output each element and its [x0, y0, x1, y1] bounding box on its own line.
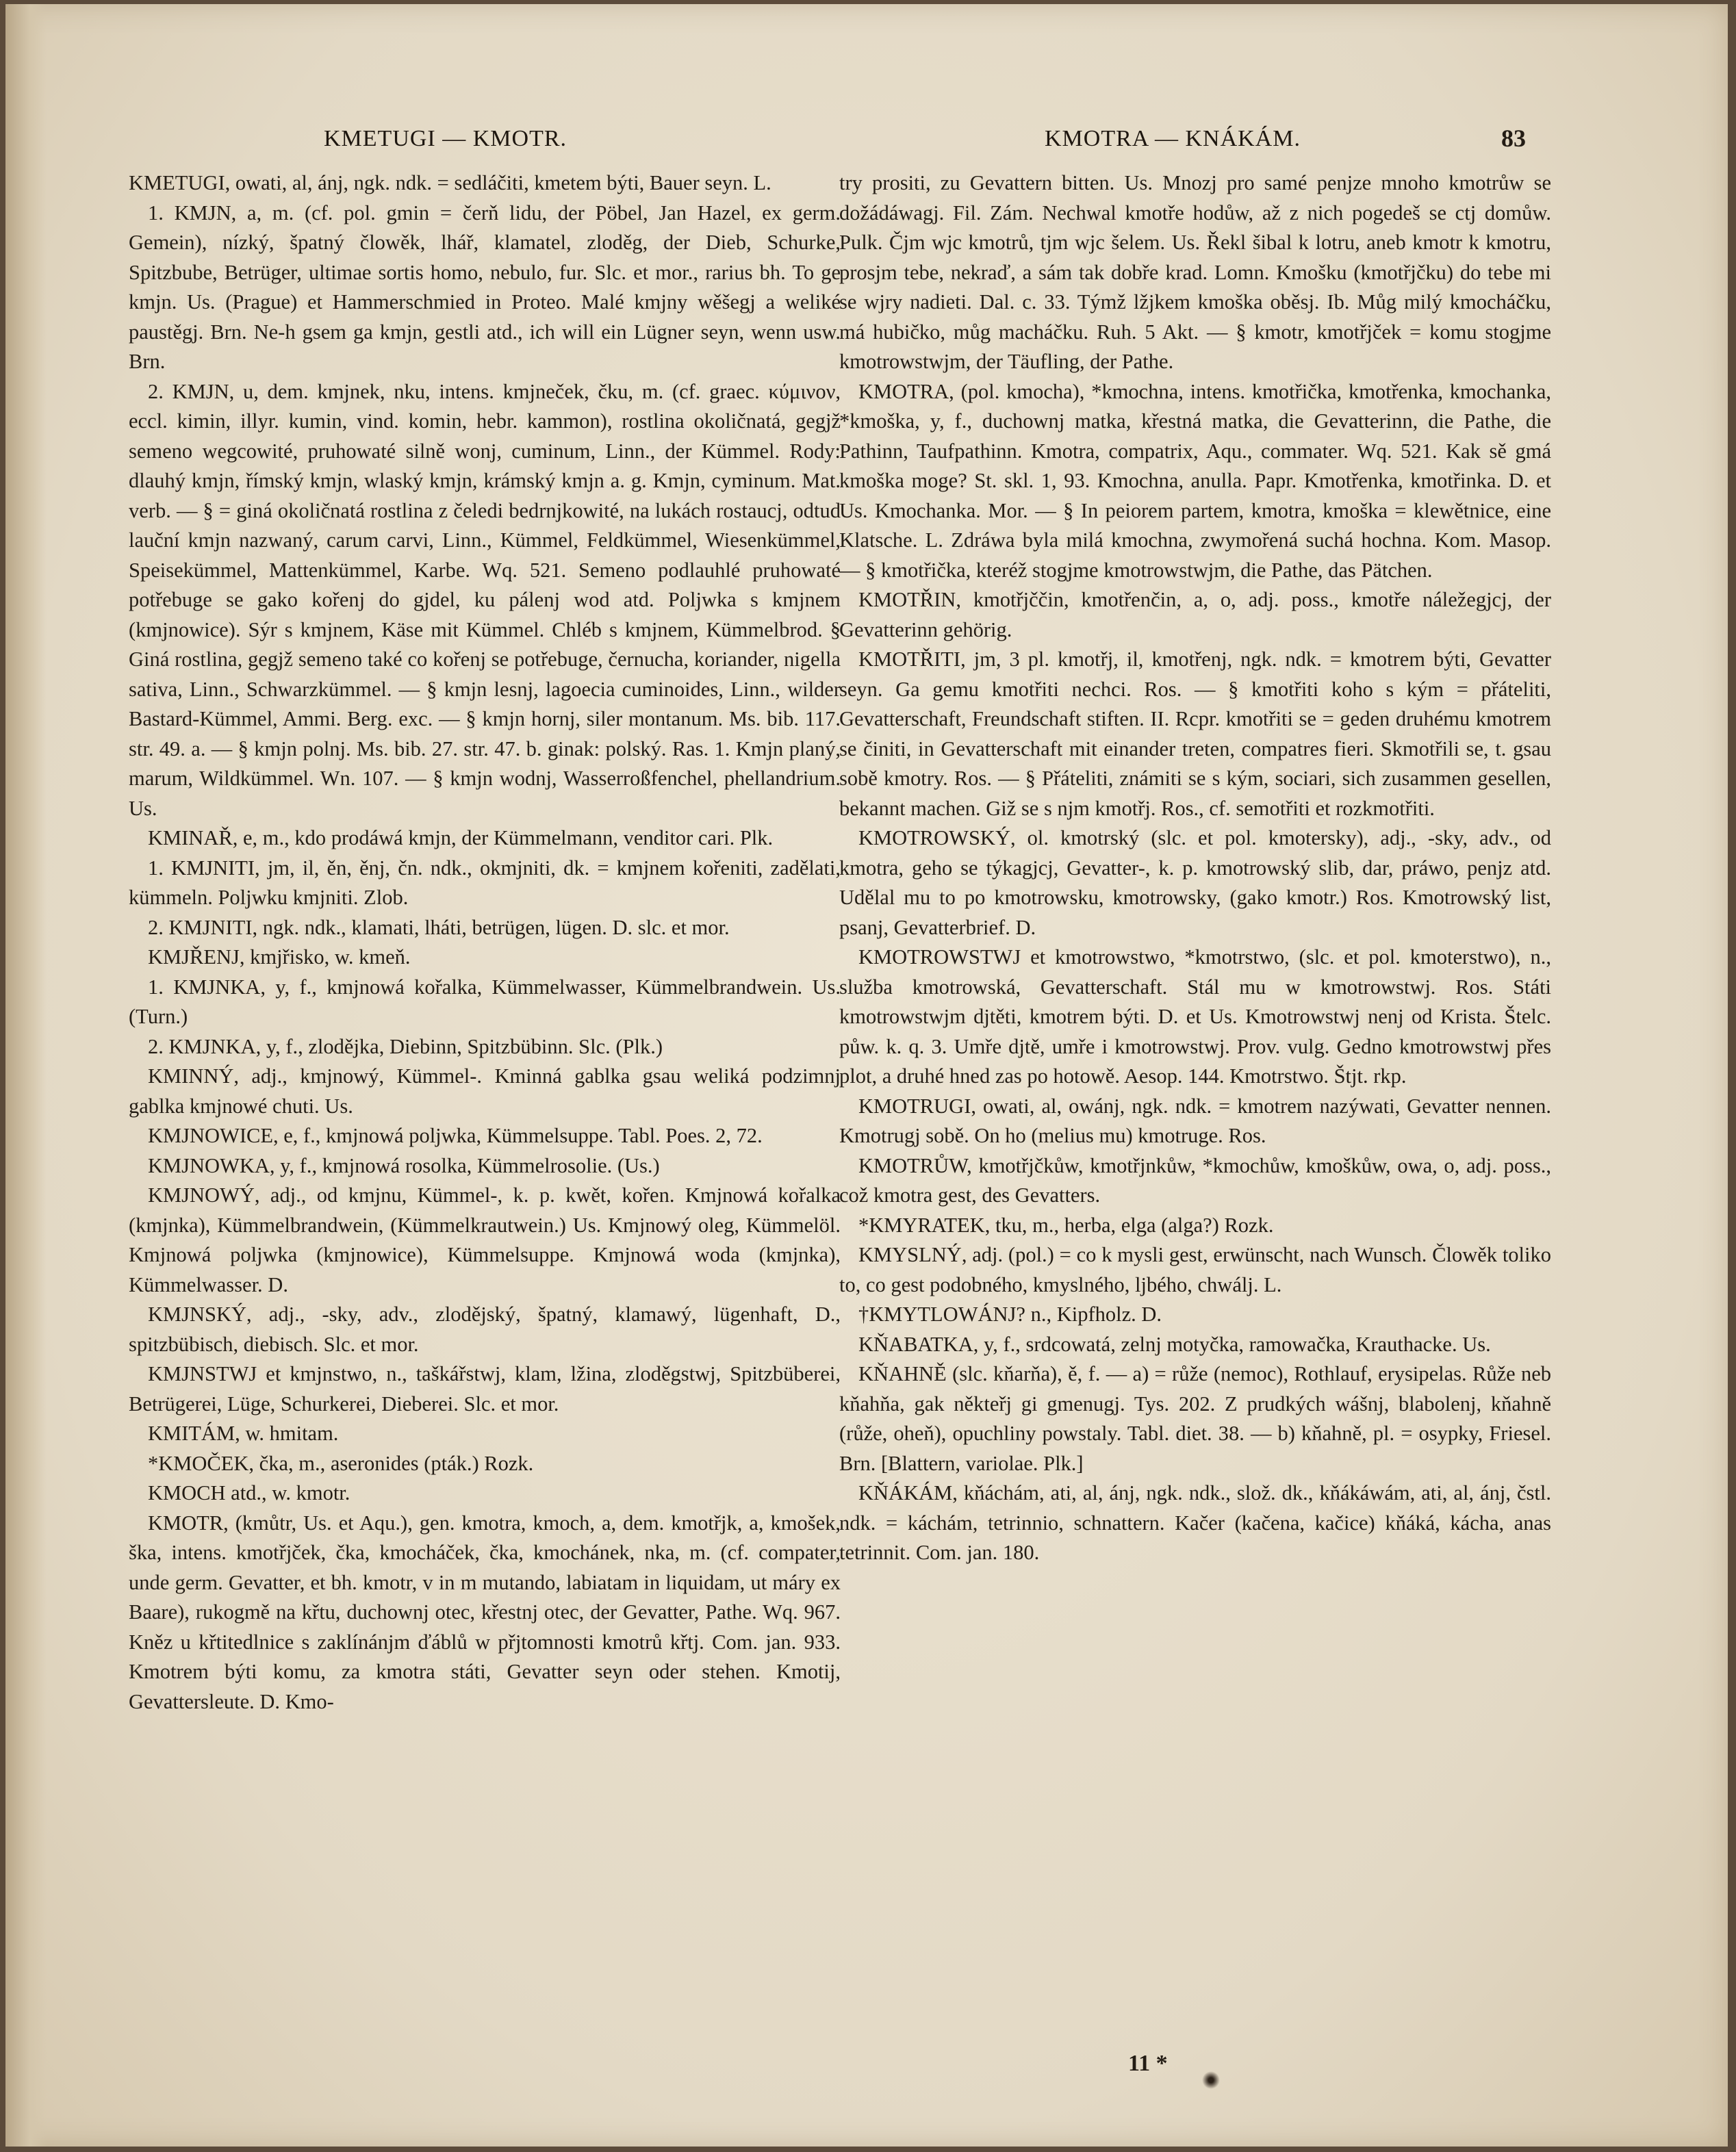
entry-kmitam: KMITÁM, w. hmitam. — [148, 1422, 339, 1445]
ink-blot — [1202, 2071, 1220, 2089]
entry-kmjn-2: 2. KMJN, u, dem. kmjnek, nku, intens. kmjneček, čku, m. (cf. graec. κύμινον, eccl. kimin, illyr. kumin, vind. komin, hebr. kammon), rostlina okoličnatá, gegjž semeno wegcowité, pruhowaté silně wonj, cuminum, Linn., der Kümmel. Rody: dlauhý kmjn, římský kmjn, wlaský kmjn, krámský kmjn a. g. Kmjn, cyminum. Mat. verb. — § = giná okoličnatá rostlina z čeledi bedrnjkowité, na lukách rostaucj, odtud lauční kmjn nazwaný, carum carvi, Linn., Kümmel, Feldkümmel, Wiesenkümmel, Speisekümmel, Mattenkümmel, Karbe. Wq. 521. Semeno podlauhlé pruhowaté potřebuge se gako kořenj do gjdel, ku pálenj wod atd. Poljwka s kmjnem (kmjnowice). Sýr s kmjnem, Käse mit Kümmel. Chléb s kmjnem, Kümmelbrod. § Giná rostlina, gegjž semeno také co kořenj se potřebuge, černucha, koriander, nigella sativa, Linn., Schwarzkümmel. — § kmjn lesnj, lagoecia cuminoides, Linn., wilder Bastard-Kümmel, Ammi. Berg. exc. — § kmjn hornj, siler montanum. Ms. bib. 117. str. 49. a. — § kmjn polnj. Ms. bib. 27. str. 47. b. ginak: polský. Ras. 1. Kmjn planý, marum, Wildkümmel. Wn. 107. — § kmjn wodnj, Wasserroßfenchel, phellandrium. Us. — [129, 379, 841, 820]
entry-kmotrugi: KMOTRUGI, owati, al, owánj, ngk. ndk. = kmotrem nazýwati, Gevatter nennen. Kmotrugj sobě. On ho (melius mu) kmotruge. Ros. — [839, 1094, 1551, 1147]
entry-kmotrin: KMOTŘIN, kmotřjččin, kmotřenčin, a, o, adj. poss., kmotře náležegjcj, der Gevatterinn gehörig. — [839, 588, 1551, 641]
entry-kmotrowstwj: KMOTROWSTWJ et kmotrowstwo, *kmotrstwo, (slc. et pol. kmoterstwo), n., služba kmotrowská, Gevatterschaft. Stál mu w kmotrowstwj. Ros. Státi kmotrowstwjm djtěti, kmotrem býti. D. et Us. Kmotrowstwj nenj od Krista. Štelc. půw. k. q. 3. Umře djtě, umře i kmotrowstwj. Prov. vulg. Gedno kmotrowstwj přes plot, a druhé hned zas po hotowě. Aesop. 144. Kmotrstwo. Štjt. rkp. — [839, 945, 1551, 1088]
entry-knabatka: KŇABATKA, y, f., srdcowatá, zelnj motyčka, ramowačka, Krauthacke. Us. — [858, 1332, 1491, 1356]
book-spine-shadow — [5, 4, 47, 2147]
entry-kmotruw: KMOTRŮW, kmotřjčkůw, kmotřjnkůw, *kmochůw, kmoškůw, owa, o, adj. poss., což kmotra gest, des Gevatters. — [839, 1153, 1551, 1207]
left-column — [129, 168, 841, 1717]
entry-kmjnowka: KMJNOWKA, y, f., kmjnowá rosolka, Kümmelrosolie. (Us.) — [148, 1153, 660, 1177]
page-number: 83 — [1501, 125, 1526, 152]
right-column — [839, 168, 1551, 1568]
left-running-head: KMETUGI — KMOTR. — [324, 126, 567, 151]
right-running-head: KMOTRA — KNÁKÁM. — [1045, 126, 1301, 151]
entry-kmjnowy: KMJNOWÝ, adj., od kmjnu, Kümmel-, k. p. kwět, kořen. Kmjnowá kořalka (kmjnka), Kümmelbrandwein, (Kümmelkrautwein.) Us. Kmjnowý oleg, Kümmelöl. Kmjnowá poljwka (kmjnowice), Kümmelsuppe. Kmjnowá woda (kmjnka), Kümmelwasser. D. — [129, 1183, 841, 1296]
entry-kmjnka-1: 1. KMJNKA, y, f., kmjnowá kořalka, Kümmelwasser, Kümmelbrandwein. Us. (Turn.) — [129, 975, 841, 1028]
entry-kmocek: *KMOČEK, čka, m., aseronides (pták.) Rozk. — [148, 1451, 534, 1475]
entry-kmjnsky: KMJNSKÝ, adj., -sky, adv., zlodějský, špatný, klamawý, lügenhaft, D., spitzbübisch, diebisch. Slc. et mor. — [129, 1303, 841, 1356]
entry-knakam: KŇÁKÁM, kňáchám, ati, al, ánj, ngk. ndk., slož. dk., kňákáwám, ati, al, ánj, čstl. ndk. = káchám, tetrinnio, schnattern. Kačer (kačena, kačice) kňáká, kácha, anas tetrinnit. Com. jan. 180. — [839, 1481, 1551, 1564]
entry-kmjniti-1: 1. KMJNITI, jm, il, ěn, ěnj, čn. ndk., okmjniti, dk. = kmjnem kořeniti, zadělati, kümmeln. Poljwku kmjniti. Zlob. — [129, 856, 841, 909]
entry-kmotrowsky: KMOTROWSKÝ, ol. kmotrský (slc. et pol. kmotersky), adj., -sky, adv., od kmotra, geho se týkagjcj, Gevatter-, k. p. kmotrowský slib, dar, práwo, penjz atd. Udělal mu to po kmotrowsku, kmotrowsky, (gako kmotr.) Ros. Kmotrowský list, psanj, Gevatterbrief. D. — [839, 826, 1551, 939]
entry-kmoch: KMOCH atd., w. kmotr. — [148, 1481, 350, 1504]
entry-kmjn-1: 1. KMJN, a, m. (cf. pol. gmin = čerň lidu, der Pöbel, Jan Hazel, ex germ. Gemein), nízký, špatný člowěk, lhář, klamatel, zloděg, der Dieb, Schurke, Spitzbube, Betrüger, ultimae sortis homo, nebulo, fur. Slc. et mor., rarius bh. To ge kmjn. Us. (Prague) et Hammerschmied in Proteo. Malé kmjny wěšegj a weliké paustěgj. Brn. Ne-h gsem ga kmjn, gestli atd., ich will ein Lügner seyn, wenn usw. Brn. — [129, 201, 841, 373]
entry-kmyratek: *KMYRATEK, tku, m., herba, elga (alga?) Rozk. — [858, 1213, 1274, 1237]
dictionary-page — [5, 4, 1728, 2147]
entry-kmjnka-2: 2. KMJNKA, y, f., zlodějka, Diebinn, Spitzbübinn. Slc. (Plk.) — [148, 1034, 663, 1058]
entry-kmotr: KMOTR, (kmůtr, Us. et Aqu.), gen. kmotra, kmoch, a, dem. kmotřjk, a, kmošek, ška, intens. kmotřjček, čka, kmocháček, čka, kmochánek, nka, m. (cf. compater, unde germ. Gevatter, et bh. kmotr, v in m mutando, labiatam in liquidam, ut máry ex Baare), rukogmě na křtu, duchownj otec, křestnj otec, der Gevatter, Pathe. Wq. 967. Kněz u křtitedlnice s zaklínánjm ďáblů w přjtomnosti kmotrů křtj. Com. jan. 933. Kmotrem býti komu, za kmotra státi, Gevatter seyn oder stehen. Kmotij, Gevattersleute. D. Kmo- — [129, 1511, 841, 1713]
entry-kminny: KMINNÝ, adj., kmjnowý, Kümmel-. Kminná gablka gsau weliká podzimnj gablka kmjnowé chuti. Us. — [129, 1064, 841, 1118]
entry-kmetugi: KMETUGI, owati, al, ánj, ngk. ndk. = sedláčiti, kmetem býti, Bauer seyn. L. — [129, 171, 771, 194]
entry-kmjnstwj: KMJNSTWJ et kmjnstwo, n., taškářstwj, klam, lžina, zloděgstwj, Spitzbüberei, Betrügerei, Lüge, Schurkerei, Dieberei. Slc. et mor. — [129, 1362, 841, 1416]
signature-mark: 11 * — [1128, 2051, 1168, 2076]
entry-kmotra: KMOTRA, (pol. kmocha), *kmochna, intens. kmotřička, kmotřenka, kmochanka, *kmoška, y, f., duchownj matka, křestná matka, die Gevatterinn, die Pathe, die Pathinn, Taufpathinn. Kmotra, compatrix, Aqu., commater. Wq. 521. Kak sě gmá kmoška moge? St. skl. 1, 93. Kmochna, anulla. Papr. Kmotřenka, kmotřinka. D. et Us. Kmochanka. Mor. — § In peiorem partem, kmotra, kmoška = klewětnice, eine Klatsche. L. Zdráwa byla milá kmochna, zwymořená suchá hochna. Kom. Masop. — § kmotřička, kteréž stogjme kmotrowstwjm, die Pathe, das Pätchen. — [839, 379, 1551, 582]
entry-knahne: KŇAHNĚ (slc. kňarňa), ě, f. — a) = růže (nemoc), Rothlauf, erysipelas. Růže neb kňahňa, gak někteřj gi gmenugj. Tys. 202. Z prudkých wášnj, blabolenj, kňahně (růže, oheň), opuchliny powstaly. Tabl. diet. 38. — b) kňahně, pl. = osypky, Friesel. Brn. [Blattern, variolae. Plk.] — [839, 1362, 1551, 1475]
entry-kminar: KMINAŘ, e, m., kdo prodáwá kmjn, der Kümmelmann, venditor cari. Plk. — [148, 826, 774, 849]
entry-kmjniti-2: 2. KMJNITI, ngk. ndk., klamati, lháti, betrügen, lügen. D. slc. et mor. — [148, 915, 730, 939]
entry-kmjnowice: KMJNOWICE, e, f., kmjnowá poljwka, Kümmelsuppe. Tabl. Poes. 2, 72. — [148, 1124, 763, 1147]
entry-kmotriti: KMOTŘITI, jm, 3 pl. kmotřj, il, kmotřenj, ngk. ndk. = kmotrem býti, Gevatter seyn. Ga gemu kmotřiti nechci. Ros. — § kmotřiti koho s kým = přáteliti, Gevatterschaft, Freundschaft stiften. II. Rcpr. kmotřiti se = geden druhému kmotrem se činiti, in Gevatterschaft mit einander treten, compatres fieri. Skmotřili se, t. gsau sobě kmotry. Ros. — § Přáteliti, známiti se s kým, sociari, sich zusammen gesellen, bekannt machen. Giž se s njm kmotřj. Ros., cf. semotřiti et rozkmotřiti. — [839, 648, 1551, 820]
entry-kmotr-continued: try prositi, zu Gevattern bitten. Us. Mnozj pro samé penjze mnoho kmotrůw se dožádáwagj. Fil. Zám. Nechwal kmotře hodůw, až z nich pogedeš se ctj domůw. Pulk. Čjm wjc kmotrů, tjm wjc šelem. Us. Řekl šibal k lotru, aneb kmotr k kmotru, prosjm tebe, nekraď, a sám tak dobře krad. Lomn. Kmošku (kmotřjčku) do tebe mi se wjry nadieti. Dal. c. 33. Týmž lžjkem kmoška oběsj. Ib. Můg milý kmocháčku, má hubičko, můg macháčku. Ruh. 5 Akt. — § kmotr, kmotřjček = komu stogjme kmotrowstwjm, der Täufling, der Pathe. — [839, 171, 1551, 373]
entry-kmyslny: KMYSLNÝ, adj. (pol.) = co k mysli gest, erwünscht, nach Wunsch. Člowěk toliko to, co gest podobného, kmyslného, ljbého, chwálj. L. — [839, 1243, 1551, 1296]
entry-kmjrenj: KMJŘENJ, kmjřisko, w. kmeň. — [148, 945, 411, 969]
entry-kmytlowanj: †KMYTLOWÁNJ? n., Kipfholz. D. — [858, 1303, 1162, 1326]
